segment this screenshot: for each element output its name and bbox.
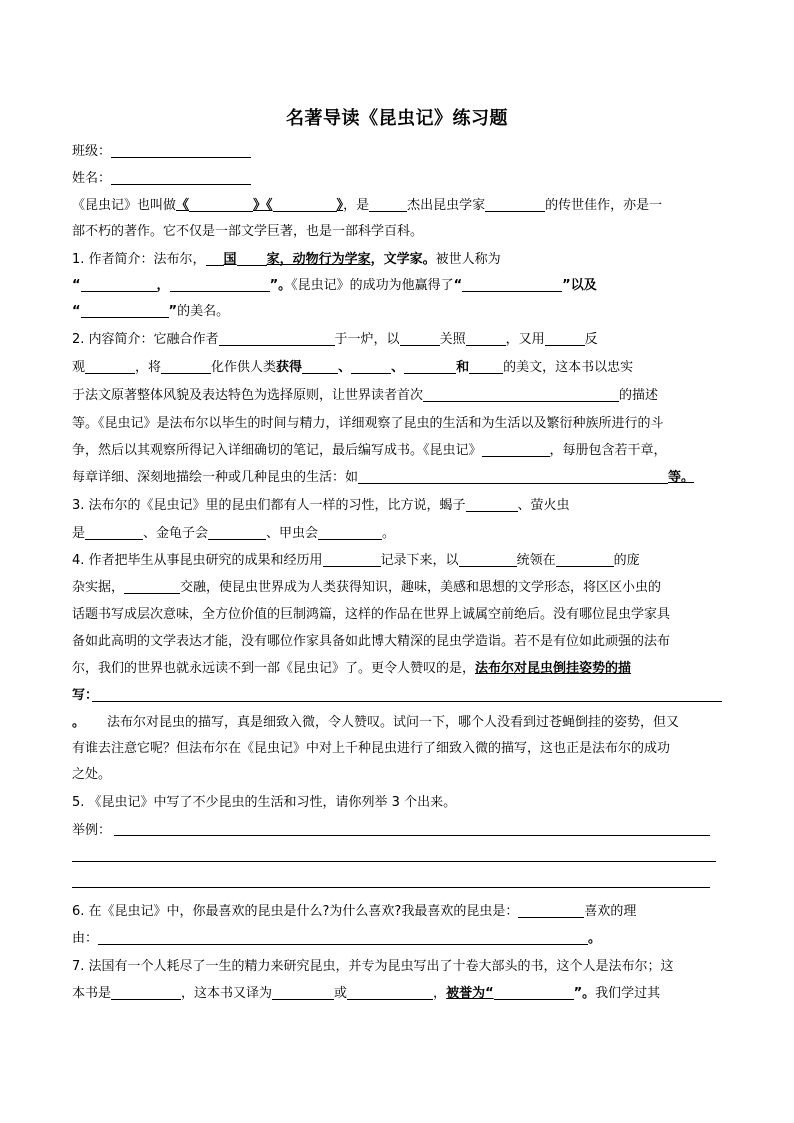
name-row xyxy=(72,169,722,189)
text: 被世人称为 xyxy=(435,252,501,267)
q1-line-2 xyxy=(72,276,722,296)
text: 》 xyxy=(336,198,344,213)
q2-line-2 xyxy=(72,358,722,378)
q4-answer-rule[interactable] xyxy=(92,701,722,702)
q3-line-2 xyxy=(72,524,722,544)
text: “ xyxy=(72,304,81,319)
text: 杂实据， xyxy=(72,580,125,595)
text: 本书是 xyxy=(72,986,112,1001)
class-row xyxy=(72,142,722,162)
text: ”。 xyxy=(573,986,596,1001)
text: 于一炉，以 xyxy=(334,332,400,347)
q2-blank-g[interactable] xyxy=(302,359,338,374)
q6-blank-b[interactable] xyxy=(98,930,588,945)
q4-blank-b[interactable] xyxy=(459,552,517,567)
country-blank[interactable] xyxy=(369,197,407,212)
text: 1. 作者简介：法布尔， xyxy=(72,252,206,267)
text: ”。 xyxy=(269,278,292,293)
text: ，又用 xyxy=(505,332,545,347)
text: 尔，我们的世界也就永远读不到一部《昆虫记》了。更令人赞叹的是， xyxy=(72,661,476,676)
q1-blank-d[interactable] xyxy=(170,277,270,292)
text: 法布尔对昆虫的描写，真是细致入微，令人赞叹。试问一下，哪个人没看到过苍蝇倒挂的姿势，但又 xyxy=(107,715,680,730)
q4-line-3: 话题书写成层次意味，全方位价值的巨制鸿篇，这样的作品在世界上诚属空前绝后。没有哪位昆虫学家具 xyxy=(72,607,671,622)
intro-line-2: 部不朽的著作。它不仅是一部文学巨著，也是一部科学百科。 xyxy=(72,224,424,239)
q2-line-4: 等。《昆虫记》是法布尔以毕生的时间与精力，详细观察了昆虫的生活和为生活以及繁衍种族所进行的斗 xyxy=(72,416,664,431)
text: 是 xyxy=(72,526,86,541)
text: 《昆虫记》也叫做 xyxy=(72,198,177,213)
q7-line-2 xyxy=(72,984,722,1004)
alias-blank-2[interactable] xyxy=(273,197,337,212)
q2-blank-a[interactable] xyxy=(219,331,335,346)
text: ， xyxy=(433,986,447,1001)
text: 每章详细、深刻地描绘一种或几种昆虫的生活：如 xyxy=(72,470,359,485)
text: ，文学家。 xyxy=(370,252,436,267)
class-label: 班级： xyxy=(72,144,112,159)
q5-answer-rule-3[interactable] xyxy=(72,887,710,888)
text: 4. 作者把毕生从事昆虫研究的成果和经历用 xyxy=(72,553,323,568)
text: 由： xyxy=(72,931,99,946)
q2-blank-i[interactable] xyxy=(404,359,456,374)
q2-blank-e[interactable] xyxy=(85,359,135,374)
text: 6. 在《昆虫记》中，你最喜欢的昆虫是什么?为什么喜欢?我最喜欢的昆虫是： xyxy=(72,904,519,919)
q1-blank-f[interactable] xyxy=(81,303,169,318)
text: 3. 法布尔的《昆虫记》里的昆虫们都有人一样的习性，比方说，蝎子 xyxy=(72,498,466,513)
q2-blank-f[interactable] xyxy=(161,359,211,374)
q2-blank-m[interactable] xyxy=(358,469,668,484)
text: 让世界读者首次 xyxy=(332,388,424,403)
text: 、 xyxy=(391,360,405,375)
text: ，将 xyxy=(135,360,162,375)
text: ，每册包含若干章， xyxy=(549,443,667,458)
q7-line-1: 7. 法国有一个人耗尽了一生的精力来研究昆虫，并专为昆虫写出了十卷大部头的书，这个人是法布尔；这 xyxy=(72,959,674,974)
q2-line-3 xyxy=(72,386,722,406)
q3-blank-a[interactable] xyxy=(466,497,518,512)
text: “ xyxy=(72,278,81,293)
q4-line-9: 之处。 xyxy=(72,767,112,782)
q4-line-5 xyxy=(72,659,722,679)
q2-blank-k[interactable] xyxy=(423,387,619,402)
q5-answer-rule-1[interactable] xyxy=(114,835,710,836)
text: 交融，使昆虫世界成为人类获得知识，趣味，美感和思想的文学形态，将区区小虫的 xyxy=(180,580,662,595)
q3-blank-c[interactable] xyxy=(208,525,266,540)
text: 举例： xyxy=(72,823,112,838)
text: 和 xyxy=(456,360,470,375)
text: 或 xyxy=(334,986,348,1001)
text: 的美文，这本书以忠实 xyxy=(503,360,634,375)
text: 《昆虫记》的成功为他赢得了 xyxy=(291,278,454,293)
text: 国 xyxy=(223,252,237,267)
text: ”以及 xyxy=(562,278,597,293)
q7-blank-d[interactable] xyxy=(494,985,574,1000)
text: 》《 xyxy=(253,198,273,213)
q2-line-1 xyxy=(72,330,722,350)
q6-blank-a[interactable] xyxy=(518,903,584,918)
text: 、萤火虫 xyxy=(517,498,570,513)
text: 2. 内容简介：它融合作者 xyxy=(72,332,219,347)
q4-blank-c[interactable] xyxy=(556,552,614,567)
text: 化作供人类 xyxy=(211,360,277,375)
text: 的传世佳作，亦是一 xyxy=(545,198,663,213)
q4-line-4: 备如此高明的文学表达才能，没有哪位作家具备如此博大精深的昆虫学造诣。若不是有位如此顽强的法布 xyxy=(72,634,671,649)
q1-line-1 xyxy=(72,250,722,270)
q6-line-1 xyxy=(72,902,722,922)
q4-blank-a[interactable] xyxy=(323,552,381,567)
text: 争，然后以其观察所得记入详细确切的笔记，最后编写成书。《昆虫记》 xyxy=(72,443,482,458)
name-blank[interactable] xyxy=(111,170,251,185)
q2-blank-b[interactable] xyxy=(400,331,440,346)
text: ，是 xyxy=(343,198,370,213)
q7-blank-a[interactable] xyxy=(111,985,181,1000)
text: 法布尔对昆虫倒挂姿势的描 xyxy=(475,661,632,676)
q2-blank-h[interactable] xyxy=(351,359,391,374)
text: 等。 xyxy=(668,470,695,485)
q2-line-5 xyxy=(72,441,722,461)
text: 。 xyxy=(72,715,86,730)
q4-line-2 xyxy=(72,578,722,598)
text: ， xyxy=(156,278,170,293)
q3-line-1 xyxy=(72,496,722,516)
q2-blank-d[interactable] xyxy=(545,331,585,346)
q2-blank-c[interactable] xyxy=(466,331,506,346)
q4-line-7 xyxy=(72,713,722,733)
text: 、甲虫会 xyxy=(266,526,319,541)
text: 于法文原著整体风貌及表达特色为选择原则， xyxy=(72,388,333,403)
text: 关照 xyxy=(439,332,466,347)
q4-blank-d[interactable] xyxy=(124,579,180,594)
text: 。 xyxy=(588,931,602,946)
text: 的美名。 xyxy=(177,304,230,319)
q2-line-6 xyxy=(72,468,722,488)
q5-line-2 xyxy=(72,821,722,841)
author-blank[interactable] xyxy=(485,197,545,212)
q3-blank-d[interactable] xyxy=(318,525,382,540)
text: 记录下来，以 xyxy=(380,553,459,568)
q1-line-3 xyxy=(72,302,722,322)
q7-blank-c[interactable] xyxy=(347,985,433,1000)
q4-line-6 xyxy=(72,686,722,706)
text: 我们学过其 xyxy=(595,986,661,1001)
q1-blank-e[interactable] xyxy=(462,277,562,292)
text: “ xyxy=(453,278,463,293)
text: 反 xyxy=(584,332,598,347)
text: 被誉为“ xyxy=(446,986,494,1001)
class-blank[interactable] xyxy=(111,143,251,158)
text: 家，动物行为学家 xyxy=(266,252,371,267)
text: 统领在 xyxy=(516,553,556,568)
text: 的庞 xyxy=(613,553,640,568)
text: 《 xyxy=(176,198,190,213)
q1-blank-c[interactable] xyxy=(81,277,157,292)
text: 观 xyxy=(72,360,86,375)
q1-blank-a[interactable] xyxy=(206,251,224,266)
q2-blank-j[interactable] xyxy=(469,359,503,374)
intro-line-1 xyxy=(72,196,722,216)
text: ，这本书又译为 xyxy=(181,986,273,1001)
q4-line-8: 有谁去注意它呢？但法布尔在《昆虫记》中对上千种昆虫进行了细致入微的描写，这也正是法布尔的成功 xyxy=(72,741,671,756)
q5-answer-rule-2[interactable] xyxy=(72,861,716,862)
q6-line-2 xyxy=(72,929,722,949)
q4-line-1 xyxy=(72,551,722,571)
page-title: 名著导读《昆虫记》练习题 xyxy=(286,108,508,129)
q7-blank-b[interactable] xyxy=(272,985,334,1000)
q2-blank-l[interactable] xyxy=(482,442,550,457)
text: 。 xyxy=(382,526,396,541)
text: 、金龟子会 xyxy=(143,526,209,541)
text: 杰出昆虫学家 xyxy=(407,198,486,213)
text: 的描述 xyxy=(619,388,659,403)
text: 喜欢的理 xyxy=(584,904,637,919)
name-label: 姓名： xyxy=(72,171,112,186)
text: 获得 xyxy=(276,360,303,375)
text: ” xyxy=(168,304,178,319)
text: 写： xyxy=(72,688,99,703)
text: 、 xyxy=(338,360,352,375)
q1-blank-b[interactable] xyxy=(237,251,267,266)
alias-blank-1[interactable] xyxy=(189,197,253,212)
q3-blank-b[interactable] xyxy=(85,525,143,540)
q5-line-1: 5. 《昆虫记》中写了不少昆虫的生活和习性，请你列举 3 个出来。 xyxy=(72,795,457,810)
